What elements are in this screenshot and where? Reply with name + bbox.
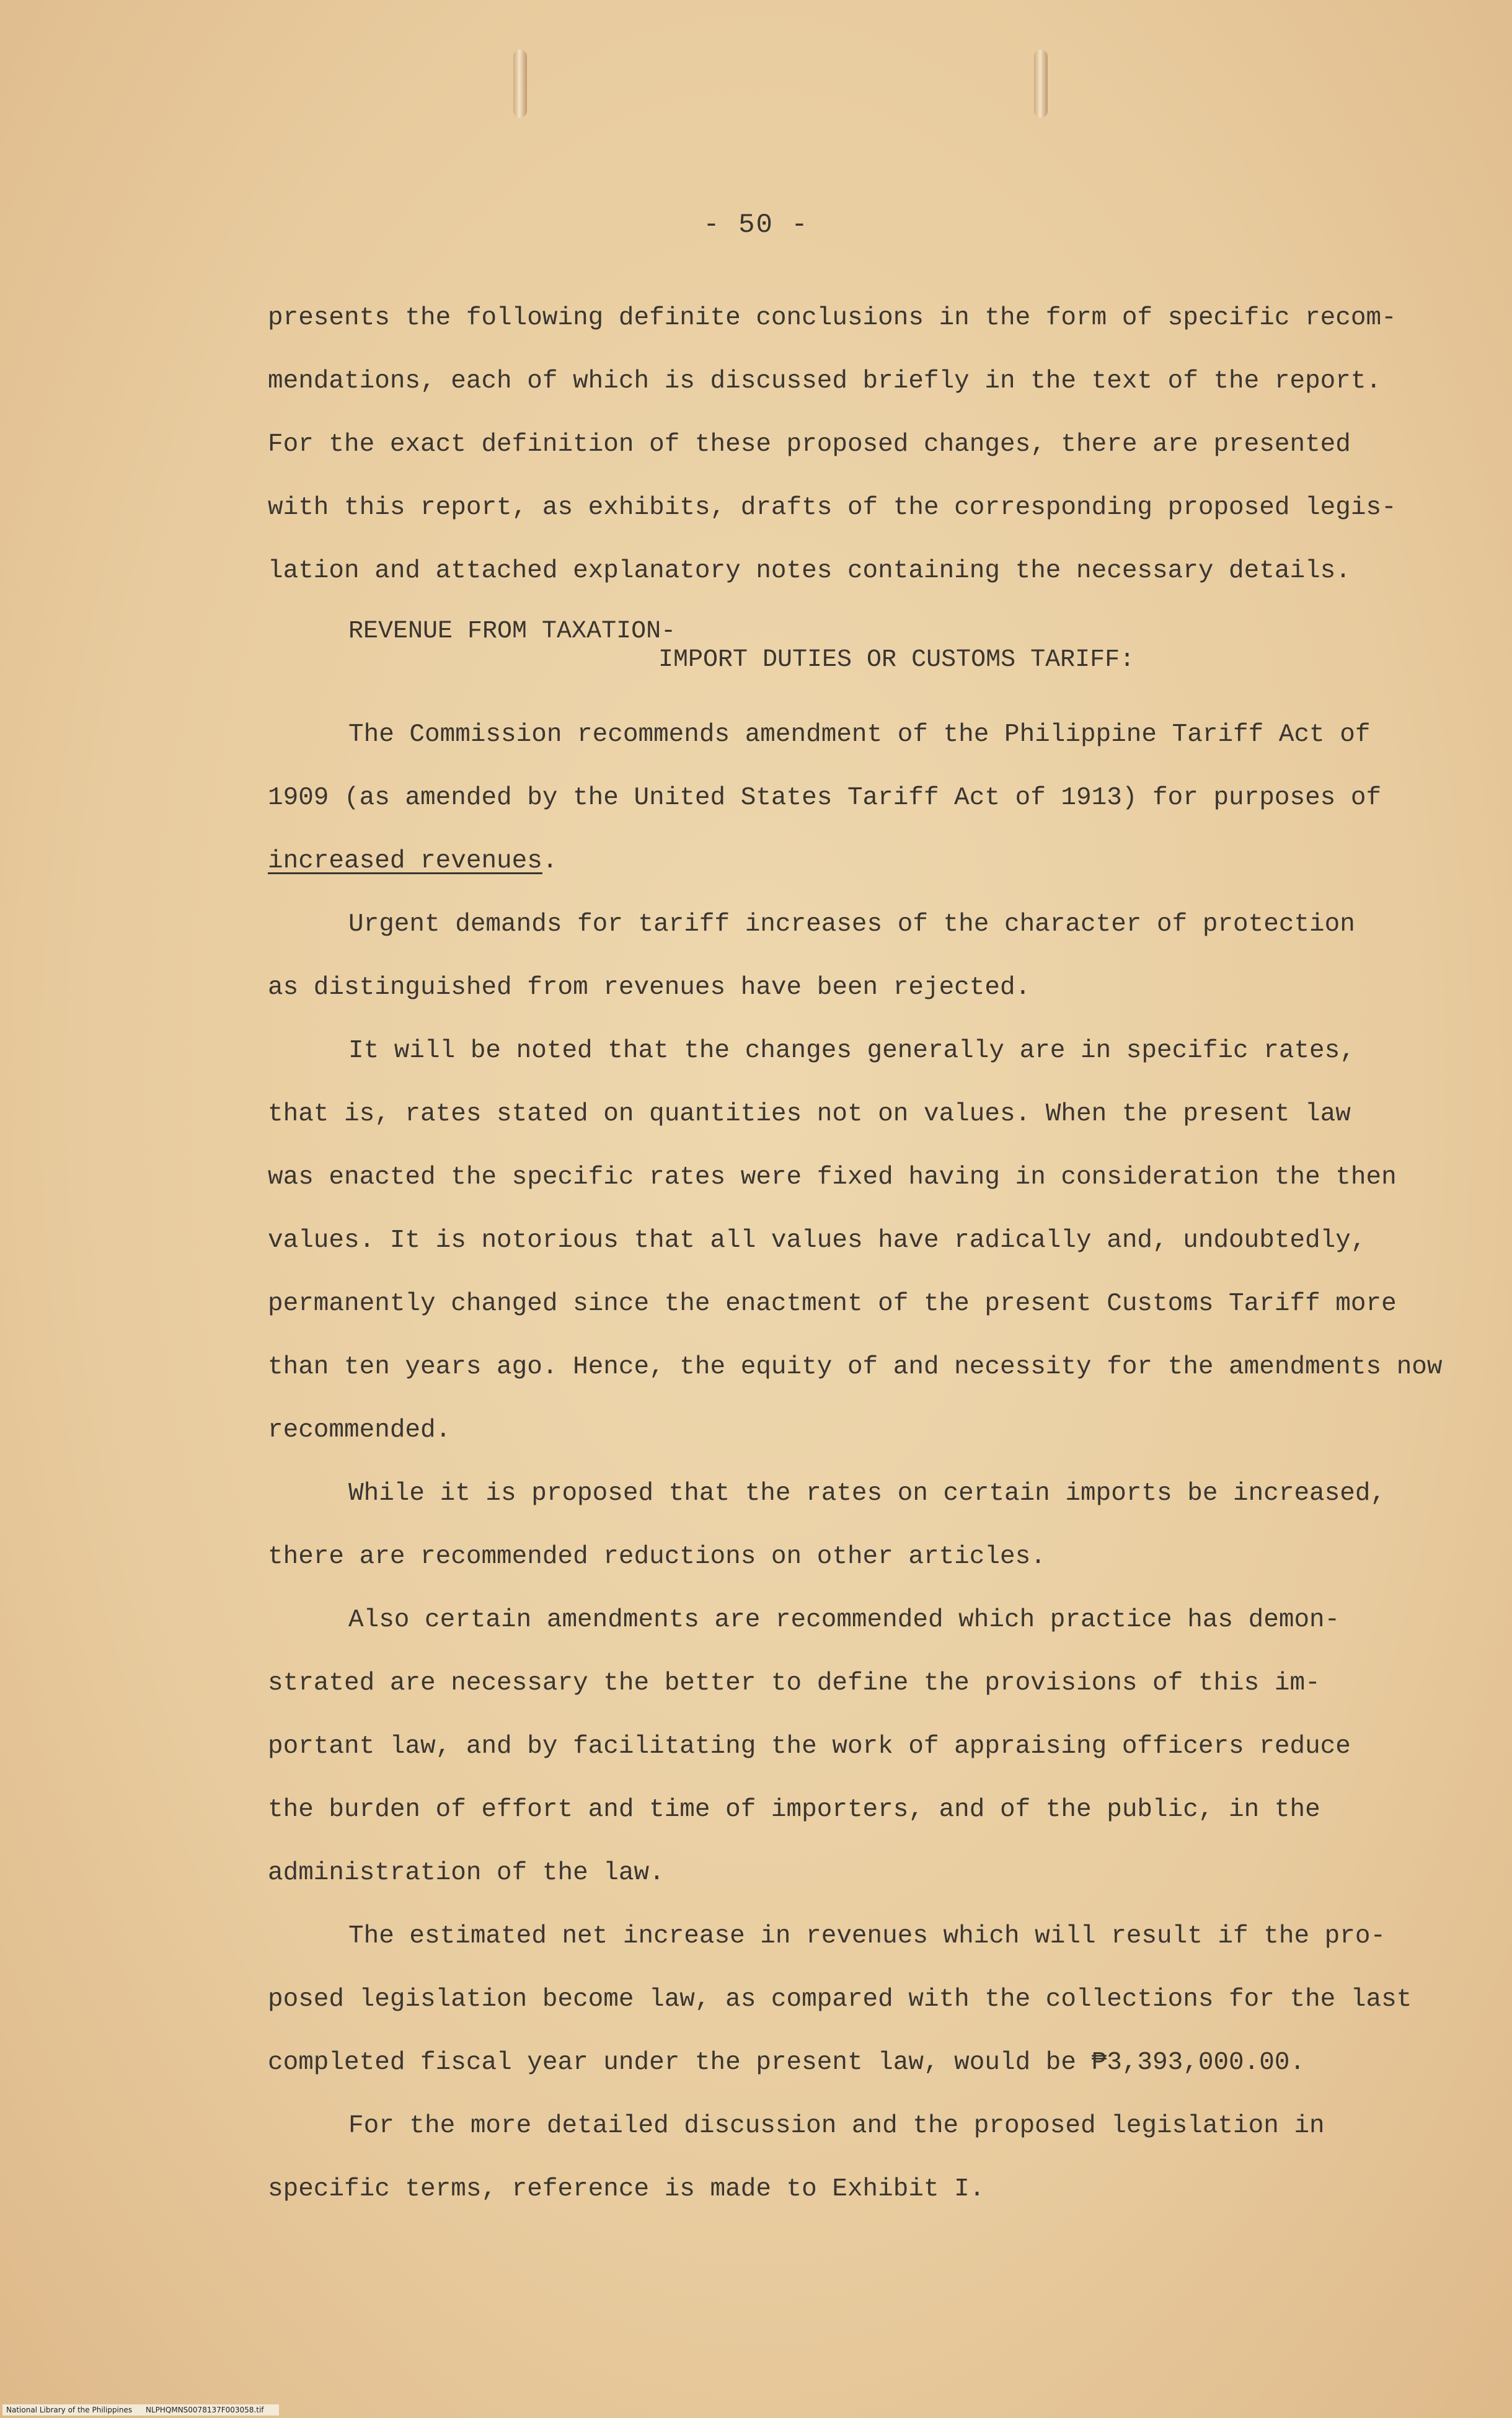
- underlined-phrase: increased revenues: [268, 847, 542, 875]
- text-line: mendations, each of which is discussed briefly in the text of the report.: [268, 367, 1382, 396]
- text-line: Also certain amendments are recommended which practice has demon-: [348, 1606, 1340, 1634]
- text-line: was enacted the specific rates were fixed having in consideration the then: [268, 1163, 1397, 1192]
- text-line: as distinguished from revenues have been rejected.: [268, 973, 1031, 1002]
- text-line: [268, 830, 1483, 893]
- punch-hole-left: [513, 50, 527, 118]
- page-number: - 50 -: [703, 210, 809, 241]
- text-line: lation and attached explanatory notes containing the necessary details.: [268, 557, 1351, 585]
- text-line: presents the following definite conclusions in the form of specific recom-: [268, 304, 1397, 332]
- text-line: 1909 (as amended by the United States Tariff Act of 1913) for purposes of: [268, 784, 1382, 812]
- text-line: specific terms, reference is made to Exhibit I.: [268, 2175, 985, 2203]
- file-identifier: NLPHQMNS0078137F003058.tif: [145, 2406, 264, 2414]
- sentence-end: .: [542, 847, 558, 875]
- text-line: with this report, as exhibits, drafts of the corresponding proposed legis-: [268, 494, 1397, 522]
- text-line: portant law, and by facilitating the work of appraising officers reduce: [268, 1732, 1351, 1761]
- text-line: While it is proposed that the rates on certain imports be increased,: [348, 1479, 1386, 1508]
- text-line: posed legislation become law, as compared with the collections for the last: [268, 1985, 1412, 2014]
- text-line: For the more detailed discussion and the proposed legislation in: [348, 2112, 1325, 2140]
- text-line: than ten years ago. Hence, the equity of and necessity for the amendments now: [268, 1353, 1443, 1381]
- punch-hole-right: [1034, 50, 1048, 118]
- text-line: completed fiscal year under the present law, would be ₱3,393,000.00.: [268, 2048, 1306, 2077]
- text-line: values. It is notorious that all values have radically and, undoubtedly,: [268, 1226, 1366, 1255]
- section-heading: REVENUE FROM TAXATION-: [348, 618, 676, 645]
- library-name: National Library of the Philippines: [6, 2406, 133, 2414]
- text-line: The estimated net increase in revenues which will result if the pro-: [348, 1922, 1386, 1951]
- text-line: the burden of effort and time of importers, and of the public, in the: [268, 1796, 1320, 1824]
- text-line: recommended.: [268, 1416, 451, 1445]
- text-line: permanently changed since the enactment of the present Customs Tariff more: [268, 1290, 1397, 1318]
- text-line: The Commission recommends amendment of the Philippine Tariff Act of: [348, 720, 1371, 749]
- text-line: It will be noted that the changes generally are in specific rates,: [348, 1037, 1355, 1065]
- text-line: strated are necessary the better to define the provisions of this im-: [268, 1669, 1320, 1698]
- text-line: Urgent demands for tariff increases of the character of protection: [348, 910, 1355, 939]
- text-line: administration of the law.: [268, 1859, 665, 1887]
- section-subheading: IMPORT DUTIES OR CUSTOMS TARIFF:: [658, 646, 1135, 674]
- text-line: that is, rates stated on quantities not on values. When the present law: [268, 1100, 1351, 1128]
- text-line: For the exact definition of these proposed changes, there are presented: [268, 430, 1351, 459]
- archive-footer: [2, 2404, 279, 2416]
- text-line: there are recommended reductions on other articles.: [268, 1543, 1046, 1571]
- body-text: [268, 286, 1483, 2221]
